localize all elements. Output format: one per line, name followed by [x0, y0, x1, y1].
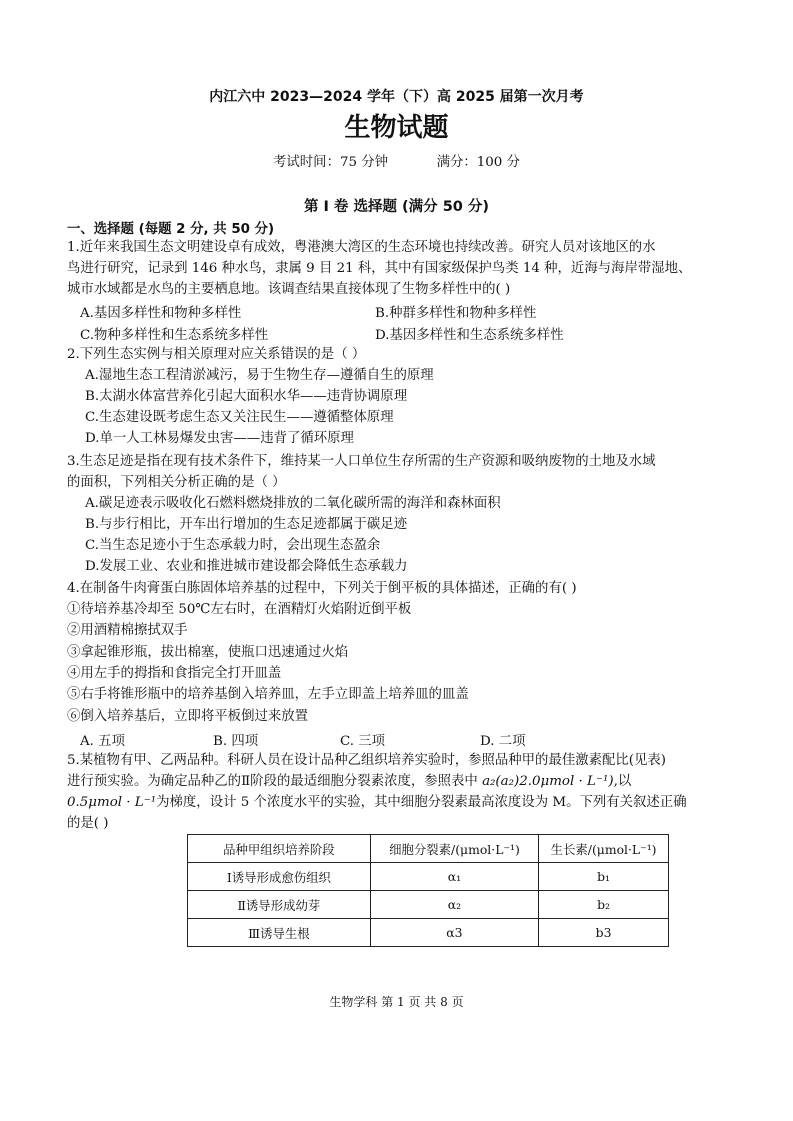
q1-option-b: B.种群多样性和物种多样性: [375, 306, 537, 321]
q1-line2: 鸟进行研究，记录到 146 种水鸟，隶属 9 目 21 科，其中有国家级保护鸟类 14 种，近海与海岸带湿地、: [67, 261, 692, 276]
q2-option-b: B.太湖水体富营养化引起大面积水华——违背协调原理: [85, 389, 408, 404]
q5-line1: 5.某植物有甲、乙两品种。科研人员在设计品种乙组织培养实验时，参照品种甲的最佳激素配比(见表): [67, 753, 667, 768]
part-title: 一、选择题 (每题 2 分, 共 50 分): [67, 222, 275, 237]
page-title: 生物试题: [344, 113, 449, 143]
table-header-cell: 生长素/(μmol·L⁻¹): [539, 835, 669, 863]
q1-option-a: A.基因多样性和物种多样性: [80, 306, 242, 321]
hormone-table: [187, 834, 669, 947]
q1-line1: 1.近年来我国生态文明建设卓有成效，粤港澳大湾区的生态环境也持续改善。研究人员对该地区的水: [67, 240, 656, 255]
q5-line2-end: ,以: [613, 774, 632, 789]
section-title: 第 I 卷 选择题 (满分 50 分): [303, 199, 490, 215]
table-row: [188, 891, 669, 919]
q2-option-c: C.生态建设既考虑生态又关注民生——遵循整体原理: [85, 410, 394, 425]
q4-item-6: ⑥倒入培养基后，立即将平板倒过来放置: [67, 709, 309, 724]
q2-option-d: D.单一人工林易爆发虫害——违背了循环原理: [85, 431, 354, 446]
table-row: [188, 863, 669, 891]
q4-item-4: ④用左手的拇指和食指完全打开皿盖: [67, 666, 282, 681]
table-cell: b₁: [539, 863, 669, 891]
table-header-cell: 品种甲组织培养阶段: [188, 835, 371, 863]
q3-option-b: B.与步行相比，开车出行增加的生态足迹都属于碳足迹: [85, 517, 408, 532]
q5-formula-a2: a₂(a₂)2.0μmol · L⁻¹): [482, 774, 614, 789]
q5-formula-gradient: 0.5μmol · L⁻¹: [67, 795, 157, 810]
table-cell: α3: [370, 919, 538, 947]
table-cell: b3: [539, 919, 669, 947]
q3-option-a: A.碳足迹表示吸收化石燃料燃烧排放的二氧化碳所需的海洋和森林面积: [85, 496, 501, 511]
q4-item-1: ①待培养基冷却至 50℃左右时，在酒精灯火焰附近倒平板: [67, 602, 412, 617]
table-cell: b₂: [539, 891, 669, 919]
q4-item-3: ③拿起锥形瓶，拔出棉塞，使瓶口迅速通过火焰: [67, 645, 349, 660]
exam-info: [0, 151, 793, 170]
q1-line3: 城市水域都是水鸟的主要栖息地。该调查结果直接体现了生物多样性中的( ): [67, 282, 511, 297]
q4-stem: 4.在制备牛肉膏蛋白胨固体培养基的过程中，下列关于倒平板的具体描述，正确的有( ): [67, 581, 577, 596]
q2-stem: 2.下列生态实例与相关原理对应关系错误的是（ ）: [67, 347, 366, 362]
table-cell: α₁: [370, 863, 538, 891]
q3-option-c: C.当生态足迹小于生态承载力时，会出现生态盈余: [85, 538, 381, 553]
table-cell: Ⅰ诱导形成愈伤组织: [188, 863, 371, 891]
table-cell: α₂: [370, 891, 538, 919]
q5-line3: [67, 792, 687, 813]
q5-line4: 的是( ): [67, 816, 109, 831]
q3-option-d: D.发展工业、农业和推进城市建设都会降低生态承载力: [85, 559, 408, 574]
school-header: 内江六中 2023—2024 学年（下）高 2025 届第一次月考: [209, 89, 584, 105]
q4-option-d: D. 二项: [480, 734, 526, 749]
q4-option-a: A. 五项: [80, 734, 125, 749]
q2-option-a: A.湿地生态工程清淤减污，易于生物生存—遵循自生的原理: [85, 368, 434, 383]
exam-time: 考试时间：75 分钟: [273, 155, 389, 170]
table-header-cell: 细胞分裂素/(μmol·L⁻¹): [370, 835, 538, 863]
q4-option-c: C. 三项: [340, 734, 386, 749]
q3-line1: 3.生态足迹是指在现有技术条件下，维持某一人口单位生存所需的生产资源和吸纳废物的土地及水域: [67, 454, 656, 469]
q4-item-5: ⑤右手将锥形瓶中的培养基倒入培养皿，左手立即盖上培养皿的皿盖: [67, 687, 469, 702]
table-header-row: [188, 835, 669, 863]
table-row: [188, 919, 669, 947]
q1-option-c: C.物种多样性和生态系统多样性: [80, 328, 269, 343]
q5-line3-text: 为梯度，设计 5 个浓度水平的实验，其中细胞分裂素最高浓度设为 M。下列有关叙述正确: [156, 795, 687, 810]
q3-line2: 的面积，下列相关分析正确的是（ ）: [67, 475, 286, 490]
table-cell: Ⅲ诱导生根: [188, 919, 371, 947]
q5-line2-text: 进行预实验。为确定品种乙的Ⅱ阶段的最适细胞分裂素浓度，参照表中: [67, 774, 483, 789]
q4-option-b: B. 四项: [213, 734, 259, 749]
exam-score: 满分：100 分: [436, 155, 520, 170]
q5-line2: [67, 771, 631, 792]
page-footer: 生物学科 第 1 页 共 8 页: [329, 995, 464, 1009]
q4-item-2: ②用酒精棉擦拭双手: [67, 623, 188, 638]
table-cell: Ⅱ诱导形成幼芽: [188, 891, 371, 919]
q1-option-d: D.基因多样性和生态系统多样性: [375, 328, 564, 343]
